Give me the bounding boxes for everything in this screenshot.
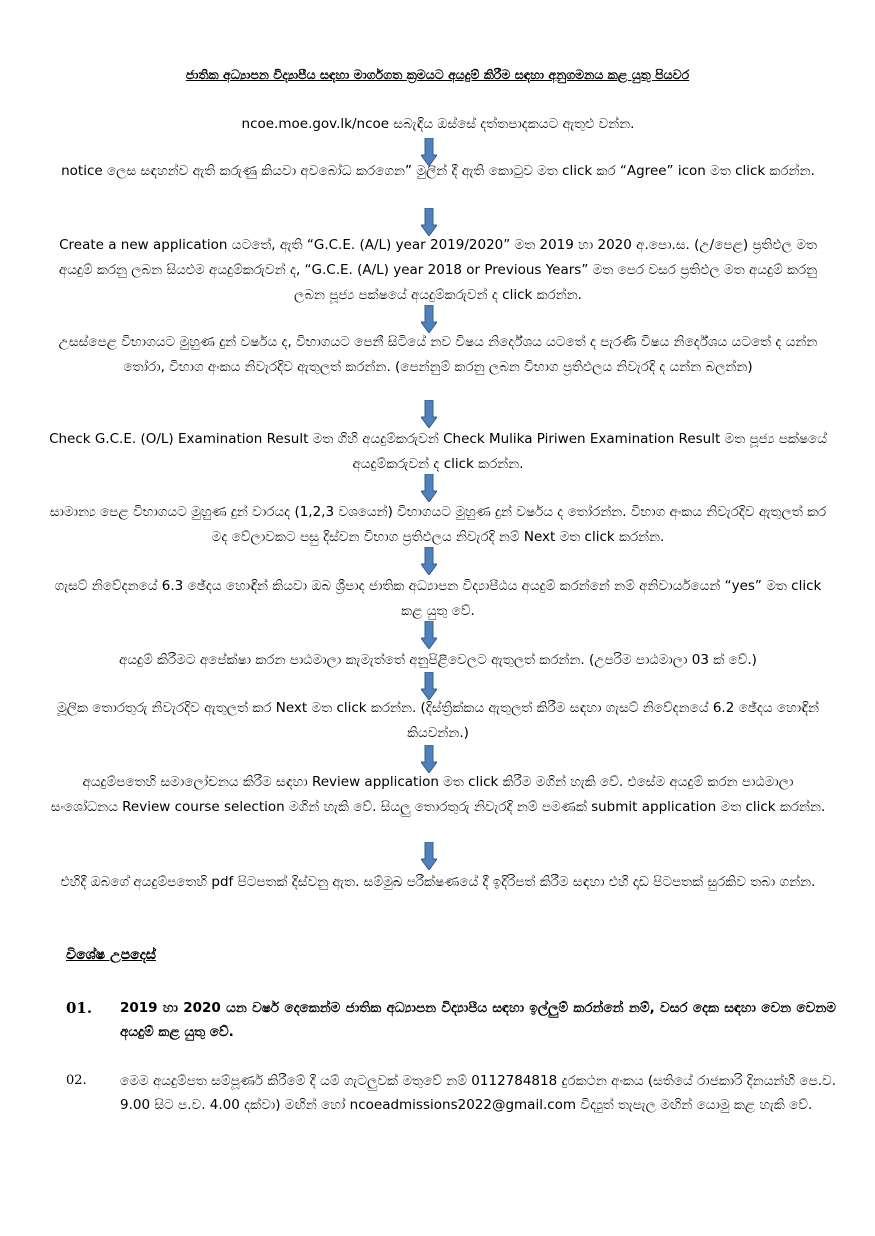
step-7: ගැසට් නිවේදනයේ 6.3 ඡේදය හොඳින් කියවා ඔබ ශ්‍රීපාද ජාතික අධ්‍යාපන විද්‍යාපීඨය අයදුම් කරන්නේ නම් අනිවාර්යයෙන් “yes” මත click කළ යුතු වේ. bbox=[54, 578, 822, 619]
step-10: අයදුම්පතෙහි සමාලෝචනය කිරීම සඳහා Review application මත click කිරීම මගින් හැකි වේ. එසේම අයදුම් කරන පාඨමාලා සංශෝධනය Review course selection මගින් හැකි වේ. සියලු තොරතුරු නිවැරදි නම් පමණක් submit application මත click කරන්න. bbox=[50, 774, 826, 815]
down-arrow-icon bbox=[421, 400, 437, 428]
note-text: 2019 හා 2020 යන වර්ෂ දෙකෙන්ම ජාතික අධ්‍යාපන විද්‍යාපීය සඳහා ඉල්ලුම් කරන්නේ නම්, වසර දෙක සඳහා වෙන වෙනම අයදුම් කළ යුතු වේ. bbox=[120, 1000, 836, 1040]
down-arrow-icon bbox=[421, 305, 437, 333]
step-9: මූලික තොරතුරු නිවැරදිව ඇතුලත් කර Next මත click කරන්න. (දිස්ත්‍රික්කය ඇතුලත් කිරීම සඳහා ගැසට් නිවේදනයේ 6.2 ඡේදය හොඳින් කියවන්න.) bbox=[56, 700, 820, 741]
step-11: එහිදී ඔබගේ අයදුම්පතෙහි pdf පිටපතක් දිස්වනු ඇත. සම්මුඛ පරීක්ෂණයේ දී ඉදිරිපත් කිරීම සඳහා එහි දෘඩ පිටපතක් සුරකිව තබා ගන්න. bbox=[60, 874, 816, 890]
down-arrow-icon bbox=[421, 474, 437, 502]
note-item bbox=[66, 1069, 836, 1117]
down-arrow-icon bbox=[421, 547, 437, 575]
step-3: Create a new application යටතේ, ඇති “G.C.E. (A/L) year 2019/2020” මත 2019 හා 2020 අ.පො.ස. (උ/පෙළ) ප්‍රතිඵල මත අයදුම් කරනු ලබන සියළුම අයදුම්කරුවන් ද, “G.C.E. (A/L) year 2018 or Previous Years” මත පෙර වසර ප්‍රතිඵල මත අයදුම් කරනු ලබන පූජ්‍ය පක්ෂයේ අයදුම්කරුවන් ද click කරන්න. bbox=[58, 237, 818, 303]
step-1: ncoe.moe.gov.lk/ncoe සබැඳිය ඔස්සේ දත්තපාදකයට ඇතුළු වන්න. bbox=[241, 116, 635, 132]
step-6: සාමාන්‍ය පෙළ විභාගයට මුහුණ දුන් වාරයද (1,2,3 වශයෙන්) විභාගයට මුහුණ දුන් වර්ෂය ද තෝරන්න. විභාග අංකය නිවැරදිව ඇතුලත් කර මද වේලාවකට පසු දිස්වන විභාග ප්‍රතිඵලය නිවැරදි නම් Next මත click කරන්න. bbox=[49, 504, 827, 545]
step-8: අයදුම් කිරීමට අපේක්ෂා කරන පාඨමාලා කැමැත්තේ අනුපිළිවෙලට ඇතුලත් කරන්න. (උපරිම පාඨමාලා 03 ක් වේ.) bbox=[119, 652, 757, 668]
down-arrow-icon bbox=[421, 745, 437, 773]
step-5: Check G.C.E. (O/L) Examination Result මත ගිහි අයදුම්කරුවන් Check Mulika Piriwen Examination Result මත පූජ්‍ය පක්ෂයේ අයදුම්කරුවන් ද click කරන්න. bbox=[49, 431, 827, 472]
step-2: notice ලෙස සඳහන්ව ඇති කරුණු කියවා අවබෝධ කරගෙන” මුලින් දී ඇති කොටුව මත click කර “Agree” icon මත click කරන්න. bbox=[61, 163, 815, 179]
down-arrow-icon bbox=[421, 621, 437, 649]
note-number: 02. bbox=[66, 1073, 87, 1088]
note-text: මෙම අයදුම්පත සම්පූර්ණ කිරීමේ දී යම් ගැටලුවක් මතුවේ නම් 0112784818 දුරකථන අංකය (සතියේ රාජකාරි දිනයන්හි පෙ.ව. 9.00 සිට ප.ව. 4.00 දක්වා) මඟින් හෝ ncoeadmissions2022@gmail.com විද්‍යුත් තැපැල මඟින් යොමු කළ හැකි වේ. bbox=[120, 1073, 836, 1113]
note-number: 01. bbox=[66, 999, 93, 1017]
down-arrow-icon bbox=[421, 842, 437, 870]
note-item bbox=[66, 996, 836, 1044]
page-title: ජාතික අධ්‍යාපන විද්‍යාපීය සඳහා මාර්ගගත ක්‍රමයට අයදුම් කිරීම සඳහා අනුගමනය කළ යුතු පියවර bbox=[185, 67, 690, 82]
special-instructions-heading: විශේෂ උපදෙස් bbox=[66, 947, 156, 963]
down-arrow-icon bbox=[421, 208, 437, 236]
step-4: උසස්පෙළ විභාගයට මුහුණ දුන් වර්ෂය ද, විභාගයට පෙනී සිටියේ නව විෂය නිර්දේශය යටතේ ද පැරණි විෂය නිර්දේශය යටතේ ද යන්න තෝරා, විභාග අංකය නිවැරදිව ඇතුලත් කරන්න. (පෙන්නුම් කරනු ලබන විභාග ප්‍රතිඵලය නිවැරදි ද යන්න බලන්න) bbox=[58, 334, 818, 375]
